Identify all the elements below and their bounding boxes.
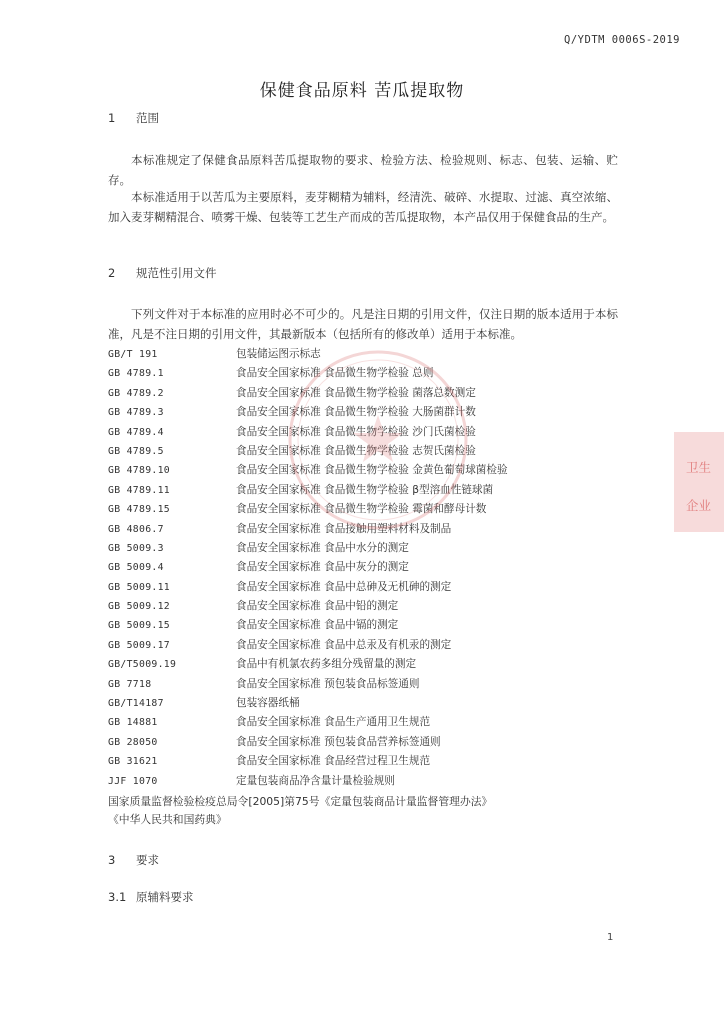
reference-code: GB 4789.1 (108, 368, 164, 380)
section-number: 3 (108, 853, 116, 867)
reference-code: GB 4806.7 (108, 523, 164, 535)
edge-stamp-text-1: 卫生 (686, 460, 712, 475)
company-seal (283, 345, 473, 535)
reference-title: 食品安全国家标准 食品微生物学检验 志贺氏菌检验 (236, 444, 476, 457)
reference-title: 食品中有机氯农药多组分残留量的测定 (236, 658, 417, 671)
reference-row (108, 539, 628, 558)
reference-code: GB 4789.5 (108, 445, 164, 457)
reference-title: 食品安全国家标准 食品微生物学检验 总则 (236, 367, 434, 380)
references-intro: 下列文件对于本标准的应用时必不可少的。凡是注日期的引用文件，仅注日期的版本适用于本标准，凡是不注日期的引用文件，其最新版本（包括所有的修改单）适用于本标准。 (108, 307, 618, 341)
reference-code: GB/T5009.19 (108, 659, 177, 671)
reference-code: GB 5009.17 (108, 639, 170, 651)
reference-row (108, 655, 628, 674)
reference-title: 食品安全国家标准 食品生产通用卫生规范 (236, 716, 431, 729)
section-number: 3.1 (108, 890, 127, 904)
reference-code: GB 4789.15 (108, 504, 170, 516)
reference-title: 食品安全国家标准 食品微生物学检验 沙门氏菌检验 (236, 425, 476, 438)
reference-code: GB 14881 (108, 717, 158, 729)
reference-code: GB 5009.15 (108, 620, 170, 632)
reference-code: GB 4789.3 (108, 407, 164, 419)
reference-title: 食品安全国家标准 食品中灰分的测定 (236, 561, 409, 574)
reference-title: 食品安全国家标准 食品微生物学检验 霉菌和酵母计数 (236, 503, 487, 516)
scope-paragraph-2: 本标准适用于以苦瓜为主要原料，麦芽糊精为辅料，经清洗、破碎、水提取、过滤、真空浓缩、加入麦芽糊精混合、喷雾干燥、包装等工艺生产而成的苦瓜提取物，本产品仅用于保健食品的生产。 (108, 190, 618, 224)
scope-paragraph-1: 本标准规定了保健食品原料苦瓜提取物的要求、检验方法、检验规则、标志、包装、运输、贮存。 (108, 153, 618, 187)
reference-title: 定量包装商品净含量计量检验规则 (236, 774, 395, 787)
edge-stamp (674, 432, 724, 532)
reference-code: GB 28050 (108, 736, 158, 748)
reference-title: 食品安全国家标准 食品微生物学检验 β型溶血性链球菌 (236, 483, 494, 496)
reference-code: GB 4789.10 (108, 465, 170, 477)
section-2-heading (108, 265, 217, 281)
reference-row (108, 694, 628, 713)
reference-code: GB 5009.12 (108, 601, 170, 613)
reference-title: 食品安全国家标准 食品微生物学检验 菌落总数测定 (236, 386, 476, 399)
reference-code: GB 4789.4 (108, 426, 164, 438)
reference-title: 食品安全国家标准 食品中总汞及有机汞的测定 (236, 638, 452, 651)
section-title: 规范性引用文件 (136, 266, 217, 280)
reference-row (108, 713, 628, 732)
reference-extra-2: 《中华人民共和国药典》 (108, 813, 227, 826)
page-number: 1 (607, 932, 614, 943)
reference-code: GB 5009.3 (108, 542, 164, 554)
section-number: 2 (108, 266, 116, 280)
reference-row (108, 772, 628, 791)
reference-code: GB 5009.11 (108, 581, 170, 593)
reference-row (108, 616, 628, 635)
section-1-heading (108, 110, 159, 126)
section-3-1-heading (108, 889, 194, 905)
reference-title: 食品安全国家标准 食品中铅的测定 (236, 600, 399, 613)
section-number: 1 (108, 111, 116, 125)
document-title: 保健食品原料 苦瓜提取物 (259, 81, 465, 101)
section-title: 原辅料要求 (136, 890, 194, 904)
reference-code: GB 4789.2 (108, 387, 164, 399)
reference-title: 包装容器纸桶 (236, 697, 300, 710)
reference-row (108, 752, 628, 771)
reference-title: 食品安全国家标准 食品中总砷及无机砷的测定 (236, 580, 452, 593)
reference-title: 食品安全国家标准 食品中水分的测定 (236, 541, 409, 554)
reference-title: 食品安全国家标准 食品微生物学检验 大肠菌群计数 (236, 406, 476, 419)
reference-row (108, 558, 628, 577)
section-title: 要求 (136, 853, 159, 867)
reference-code: GB/T14187 (108, 698, 164, 710)
edge-stamp-text-2: 企业 (686, 498, 712, 513)
reference-title: 食品安全国家标准 预包装食品标签通则 (236, 677, 420, 690)
reference-title: 食品安全国家标准 预包装食品营养标签通则 (236, 735, 441, 748)
reference-title: 食品安全国家标准 食品中镉的测定 (236, 619, 399, 632)
reference-title: 食品安全国家标准 食品经营过程卫生规范 (236, 755, 431, 768)
reference-extra-1: 国家质量监督检验检疫总局令[2005]第75号《定量包装商品计量监督管理办法》 (108, 795, 493, 808)
reference-code: JJF 1070 (108, 775, 158, 787)
reference-row (108, 733, 628, 752)
reference-row (108, 675, 628, 694)
reference-code: GB/T 191 (108, 349, 158, 360)
reference-title: 食品安全国家标准 食品接触用塑料材料及制品 (236, 522, 452, 535)
reference-code: GB 7718 (108, 678, 152, 690)
reference-code: GB 4789.11 (108, 484, 170, 496)
standard-code: Q/YDTM 0006S-2019 (564, 34, 680, 46)
reference-title: 食品安全国家标准 食品微生物学检验 金黄色葡萄球菌检验 (236, 464, 508, 477)
reference-row (108, 597, 628, 616)
reference-code: GB 31621 (108, 756, 158, 768)
reference-code: GB 5009.4 (108, 562, 164, 574)
reference-row (108, 578, 628, 597)
section-title: 范围 (136, 111, 159, 125)
reference-row (108, 636, 628, 655)
reference-title: 包装储运图示标志 (236, 348, 321, 360)
section-3-heading (108, 852, 159, 868)
